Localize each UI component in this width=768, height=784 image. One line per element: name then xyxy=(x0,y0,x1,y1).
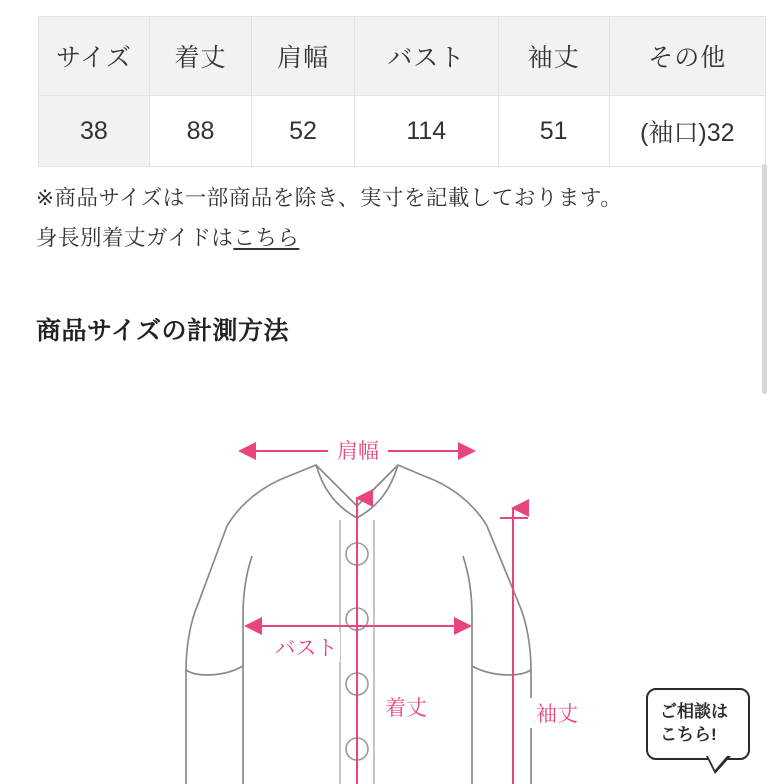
size-notes xyxy=(36,179,768,259)
cell-bust: 114 xyxy=(354,96,498,167)
cell-sleeve: 51 xyxy=(498,96,609,167)
cell-other: (袖口)32 xyxy=(609,96,765,167)
size-table-body xyxy=(39,96,766,167)
table-header-row xyxy=(39,17,766,96)
scrollbar-thumb[interactable] xyxy=(762,164,767,394)
height-guide-link[interactable]: こちら xyxy=(233,225,300,250)
page-title: 商品サイズの計測方法 xyxy=(36,316,290,345)
shoulder-measure-line xyxy=(240,436,474,466)
scrollbar[interactable] xyxy=(762,16,768,784)
chat-bubble-line-1: ご相談は xyxy=(660,702,728,722)
product-size-page xyxy=(0,16,768,784)
bust-label: バスト xyxy=(274,637,338,660)
length-label: 着丈 xyxy=(385,697,427,720)
size-table xyxy=(38,16,766,167)
column-header-shoulder: 肩幅 xyxy=(252,17,355,96)
column-header-other: その他 xyxy=(609,17,765,96)
cell-length: 88 xyxy=(149,96,252,167)
sleeve-label: 袖丈 xyxy=(536,703,578,726)
garment-outline xyxy=(186,465,531,784)
cell-shoulder: 52 xyxy=(252,96,355,167)
column-header-length: 着丈 xyxy=(149,17,252,96)
cell-size: 38 xyxy=(39,96,150,167)
column-header-bust: バスト xyxy=(354,17,498,96)
note-line-1: ※商品サイズは一部商品を除き、実寸を記載しております。 xyxy=(36,186,623,210)
chat-bubble-line-2: こちら! xyxy=(660,725,717,744)
note-line-2 xyxy=(36,219,768,259)
column-header-sleeve: 袖丈 xyxy=(498,17,609,96)
length-measure-line xyxy=(357,498,436,784)
consultation-chat-button[interactable] xyxy=(646,688,750,760)
sleeve-measure-line xyxy=(500,508,586,784)
column-header-size: サイズ xyxy=(39,17,150,96)
size-table-head xyxy=(39,17,766,96)
table-row xyxy=(39,96,766,167)
note-line-2-prefix: 身長別着丈ガイドは xyxy=(36,225,234,250)
shoulder-label: 肩幅 xyxy=(337,440,379,463)
